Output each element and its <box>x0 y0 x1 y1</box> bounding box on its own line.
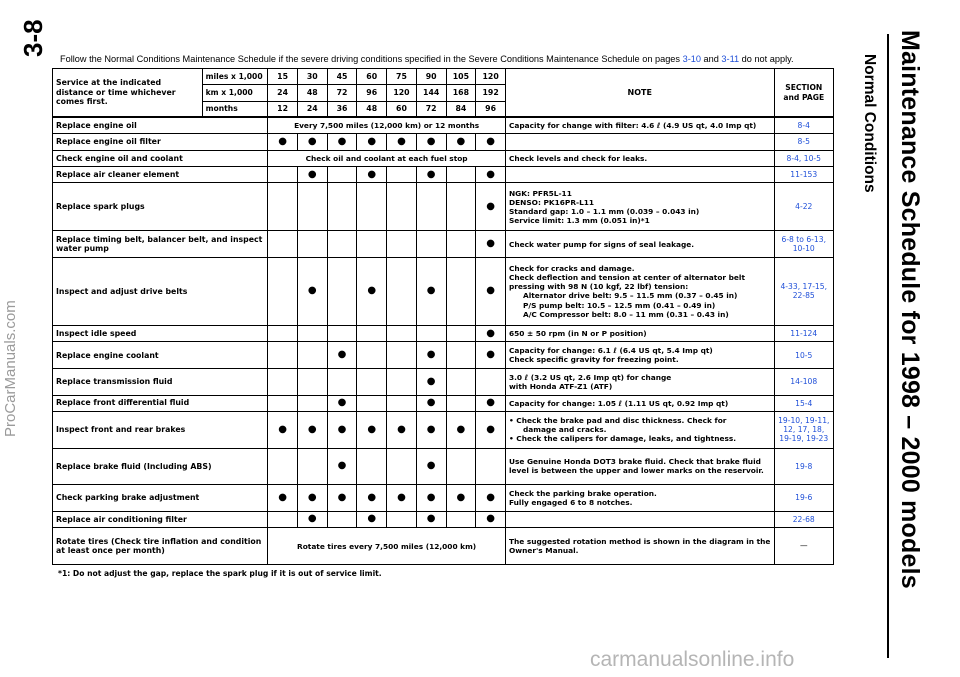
empty-cell <box>446 183 476 231</box>
side-subtitle: Normal Conditions <box>861 54 878 193</box>
months-cell: 12 <box>268 101 298 117</box>
table-row <box>53 150 834 166</box>
service-item: Replace spark plugs <box>53 183 268 231</box>
months-cell: 60 <box>387 101 417 117</box>
empty-cell <box>327 326 357 342</box>
black-dot-icon: ● <box>456 423 466 435</box>
miles-cell: 105 <box>446 69 476 85</box>
scheduled-dot <box>327 342 357 369</box>
black-dot-icon: ● <box>337 492 347 504</box>
note-line: NGK: PFR5L-11 <box>508 188 572 198</box>
black-dot-icon: ● <box>426 168 436 180</box>
section-page-link[interactable]: 14-108 <box>774 369 834 396</box>
empty-cell <box>327 183 357 231</box>
service-item: Replace air conditioning filter <box>53 511 268 527</box>
black-dot-icon: ● <box>278 492 287 504</box>
scheduled-dot <box>327 485 357 512</box>
black-dot-icon: ● <box>367 135 377 147</box>
scheduled-dot <box>268 134 298 150</box>
empty-cell <box>357 448 387 485</box>
empty-cell <box>387 511 417 527</box>
interval-span: Rotate tires every 7,500 miles (12,000 km) <box>268 528 506 565</box>
empty-cell <box>387 257 417 325</box>
note-cell <box>505 166 774 182</box>
section-page-link[interactable]: 11-124 <box>774 326 834 342</box>
scheduled-dot <box>297 485 327 512</box>
empty-cell <box>327 511 357 527</box>
black-dot-icon: ● <box>337 349 347 361</box>
empty-cell <box>387 395 417 411</box>
scheduled-dot <box>416 369 446 396</box>
scheduled-dot <box>387 411 417 448</box>
scheduled-dot <box>476 411 506 448</box>
months-cell: 24 <box>297 101 327 117</box>
black-dot-icon: ● <box>307 135 317 147</box>
table-row <box>53 485 834 512</box>
service-item: Inspect front and rear brakes <box>53 411 268 448</box>
table-row <box>53 528 834 565</box>
miles-cell: 45 <box>327 69 357 85</box>
note-line: • Check the calipers for damage, leaks, and tightness. <box>508 434 737 444</box>
page-link-3-10[interactable]: 3-10 <box>682 54 701 64</box>
black-dot-icon: ● <box>426 375 436 387</box>
black-dot-icon: ● <box>456 492 466 504</box>
empty-cell <box>387 369 417 396</box>
scheduled-dot <box>387 134 417 150</box>
empty-cell <box>297 342 327 369</box>
table-row <box>53 117 834 133</box>
note-line: Capacity for change with filter: 4.6 ℓ (4.9 US qt, 4.0 Imp qt) <box>508 121 757 131</box>
scheduled-dot <box>297 166 327 182</box>
scheduled-dot <box>357 257 387 325</box>
service-item: Inspect and adjust drive belts <box>53 257 268 325</box>
scheduled-dot <box>297 411 327 448</box>
black-dot-icon: ● <box>486 135 495 147</box>
intro-text <box>60 54 840 64</box>
note-line: Fully engaged 6 to 8 notches. <box>508 498 633 508</box>
section-page-link[interactable]: 8-4, 10-5 <box>774 150 834 166</box>
empty-cell <box>416 183 446 231</box>
black-dot-icon: ● <box>486 285 495 297</box>
black-dot-icon: ● <box>426 285 436 297</box>
empty-cell <box>297 395 327 411</box>
empty-cell <box>268 231 298 258</box>
black-dot-icon: ● <box>486 327 495 339</box>
note-cell <box>505 395 774 411</box>
note-line: P/S pump belt: 10.5 – 12.5 mm (0.41 – 0.49 in) <box>522 300 716 310</box>
table-row <box>53 395 834 411</box>
scheduled-dot <box>357 166 387 182</box>
black-dot-icon: ● <box>337 460 347 472</box>
black-dot-icon: ● <box>486 492 495 504</box>
km-cell: 144 <box>416 85 446 101</box>
black-dot-icon: ● <box>397 492 406 504</box>
note-line: Check the parking brake operation. <box>508 489 657 499</box>
black-dot-icon: ● <box>307 168 317 180</box>
service-item: Replace engine coolant <box>53 342 268 369</box>
months-cell: 96 <box>476 101 506 117</box>
empty-cell <box>297 326 327 342</box>
intro-mid: and <box>700 54 722 64</box>
unit-km: km x 1,000 <box>202 85 268 101</box>
maintenance-schedule-table <box>52 68 834 565</box>
table-row <box>53 134 834 150</box>
table-row <box>53 369 834 396</box>
empty-cell <box>268 511 298 527</box>
note-header: NOTE <box>505 69 774 118</box>
watermark-left: ProCarManuals.com <box>2 300 19 437</box>
black-dot-icon: ● <box>486 397 495 409</box>
note-cell <box>505 183 774 231</box>
service-item: Replace engine oil <box>53 117 268 133</box>
black-dot-icon: ● <box>397 135 406 147</box>
unit-months: months <box>202 101 268 117</box>
months-cell: 36 <box>327 101 357 117</box>
note-cell <box>505 369 774 396</box>
scheduled-dot <box>476 166 506 182</box>
scheduled-dot <box>416 395 446 411</box>
service-item: Check parking brake adjustment <box>53 485 268 512</box>
scheduled-dot <box>327 134 357 150</box>
km-cell: 96 <box>357 85 387 101</box>
section-page-link[interactable]: 6-8 to 6-13, 10-10 <box>774 231 834 258</box>
black-dot-icon: ● <box>486 168 495 180</box>
miles-cell: 30 <box>297 69 327 85</box>
service-item: Check engine oil and coolant <box>53 150 268 166</box>
km-cell: 48 <box>297 85 327 101</box>
table-row <box>53 511 834 527</box>
black-dot-icon: ● <box>367 513 377 525</box>
empty-cell <box>297 231 327 258</box>
section-page-link[interactable]: 19-10, 19-11, 12, 17, 18, 19-19, 19-23 <box>774 411 834 448</box>
empty-cell <box>357 231 387 258</box>
black-dot-icon: ● <box>426 423 436 435</box>
empty-cell <box>357 326 387 342</box>
months-cell: 72 <box>416 101 446 117</box>
scheduled-dot <box>416 511 446 527</box>
empty-cell <box>446 257 476 325</box>
km-cell: 168 <box>446 85 476 101</box>
scheduled-dot <box>357 411 387 448</box>
empty-cell <box>297 183 327 231</box>
black-dot-icon: ● <box>426 492 436 504</box>
empty-cell <box>446 231 476 258</box>
note-line: Check water pump for signs of seal leakage. <box>508 239 695 249</box>
miles-cell: 120 <box>476 69 506 85</box>
empty-cell <box>446 448 476 485</box>
empty-cell <box>387 326 417 342</box>
scheduled-dot <box>357 511 387 527</box>
empty-cell <box>268 257 298 325</box>
note-line: with Honda ATF-Z1 (ATF) <box>508 381 613 391</box>
scheduled-dot <box>297 134 327 150</box>
note-cell <box>505 411 774 448</box>
black-dot-icon: ● <box>307 513 317 525</box>
note-line: Check levels and check for leaks. <box>508 153 648 163</box>
scheduled-dot <box>416 448 446 485</box>
black-dot-icon: ● <box>426 513 436 525</box>
scheduled-dot <box>327 395 357 411</box>
section-page-link[interactable]: 19-8 <box>774 448 834 485</box>
scheduled-dot <box>476 183 506 231</box>
note-line: Alternator drive belt: 9.5 – 11.5 mm (0.37 – 0.45 in) <box>522 291 738 301</box>
empty-cell <box>268 342 298 369</box>
empty-cell <box>416 326 446 342</box>
black-dot-icon: ● <box>307 285 317 297</box>
note-line: A/C Compressor belt: 8.0 – 11 mm (0.31 – 0.43 in) <box>522 309 729 319</box>
empty-cell <box>268 448 298 485</box>
section-page-link[interactable]: 10-5 <box>774 342 834 369</box>
unit-miles: miles x 1,000 <box>202 69 268 85</box>
black-dot-icon: ● <box>278 135 287 147</box>
black-dot-icon: ● <box>367 285 377 297</box>
scheduled-dot <box>416 342 446 369</box>
service-item: Replace timing belt, balancer belt, and inspect water pump <box>53 231 268 258</box>
table-row <box>53 448 834 485</box>
black-dot-icon: ● <box>278 423 287 435</box>
empty-cell <box>387 448 417 485</box>
section-page-link[interactable]: 4-33, 17-15, 22-85 <box>774 257 834 325</box>
months-cell: 84 <box>446 101 476 117</box>
empty-cell <box>387 342 417 369</box>
black-dot-icon: ● <box>337 135 347 147</box>
note-line: Check specific gravity for freezing point. <box>508 355 679 365</box>
empty-cell <box>357 395 387 411</box>
empty-cell <box>446 166 476 182</box>
section-page-link[interactable]: 15-4 <box>774 395 834 411</box>
black-dot-icon: ● <box>337 397 347 409</box>
note-cell <box>505 326 774 342</box>
scheduled-dot <box>268 485 298 512</box>
section-page-link[interactable]: 11-153 <box>774 166 834 182</box>
section-page-link[interactable]: 4-22 <box>774 183 834 231</box>
empty-cell <box>327 369 357 396</box>
side-divider <box>887 34 889 658</box>
black-dot-icon: ● <box>486 237 495 249</box>
note-line: damage and cracks. <box>522 425 607 435</box>
empty-cell <box>446 511 476 527</box>
table-row <box>53 257 834 325</box>
service-header: Service at the indicated distance or time whichever comes first. <box>53 69 203 118</box>
scheduled-dot <box>476 395 506 411</box>
scheduled-dot <box>476 134 506 150</box>
watermark-bottom: carmanualsonline.info <box>590 648 795 671</box>
note-line: Check deflection and tension at center of alternator belt pressing with 98 N (10 kgf, 22 lbf) tension: <box>508 273 745 292</box>
scheduled-dot <box>476 257 506 325</box>
note-line: Standard gap: 1.0 – 1.1 mm (0.039 – 0.043 in) <box>508 206 700 216</box>
empty-cell <box>268 183 298 231</box>
black-dot-icon: ● <box>367 423 377 435</box>
black-dot-icon: ● <box>307 423 317 435</box>
table-row <box>53 326 834 342</box>
note-line: Use Genuine Honda DOT3 brake fluid. Check that brake fluid level is between the upper and lower marks on the reservoir. <box>508 457 764 476</box>
note-cell <box>505 528 774 565</box>
table-row <box>53 166 834 182</box>
scheduled-dot <box>416 166 446 182</box>
empty-cell <box>268 166 298 182</box>
empty-cell <box>446 326 476 342</box>
months-cell: 48 <box>357 101 387 117</box>
scheduled-dot <box>476 485 506 512</box>
black-dot-icon: ● <box>426 135 436 147</box>
scheduled-dot <box>476 511 506 527</box>
note-line: Capacity for change: 1.05 ℓ (1.11 US qt, 0.92 Imp qt) <box>508 398 729 408</box>
scheduled-dot <box>416 411 446 448</box>
scheduled-dot <box>476 326 506 342</box>
note-line: DENSO: PK16PR-L11 <box>508 197 595 207</box>
empty-cell <box>416 231 446 258</box>
scheduled-dot <box>327 411 357 448</box>
empty-cell <box>387 231 417 258</box>
scheduled-dot <box>416 485 446 512</box>
page-number: 3-8 <box>18 19 48 57</box>
black-dot-icon: ● <box>486 423 495 435</box>
black-dot-icon: ● <box>486 513 495 525</box>
scheduled-dot <box>357 134 387 150</box>
empty-cell <box>268 326 298 342</box>
scheduled-dot <box>297 257 327 325</box>
table-row <box>53 411 834 448</box>
footnote: *1: Do not adjust the gap, replace the spark plug if it is out of service limit. <box>58 569 382 578</box>
black-dot-icon: ● <box>426 397 436 409</box>
note-cell <box>505 117 774 133</box>
black-dot-icon: ● <box>337 423 347 435</box>
intro-after: do not apply. <box>739 54 794 64</box>
miles-cell: 90 <box>416 69 446 85</box>
service-item: Replace air cleaner element <box>53 166 268 182</box>
scheduled-dot <box>446 485 476 512</box>
km-cell: 24 <box>268 85 298 101</box>
table-row <box>53 231 834 258</box>
empty-cell <box>268 395 298 411</box>
service-item: Replace brake fluid (Including ABS) <box>53 448 268 485</box>
empty-cell <box>446 369 476 396</box>
empty-cell <box>327 231 357 258</box>
note-cell <box>505 150 774 166</box>
section-page-link[interactable]: 19-6 <box>774 485 834 512</box>
note-cell <box>505 485 774 512</box>
side-title: Maintenance Schedule for 1998 – 2000 models <box>896 30 924 589</box>
scheduled-dot <box>268 411 298 448</box>
note-line: • Check the brake pad and disc thickness. Check for <box>508 416 727 426</box>
scheduled-dot <box>327 448 357 485</box>
scheduled-dot <box>416 257 446 325</box>
empty-cell <box>327 166 357 182</box>
empty-cell <box>446 342 476 369</box>
section-page-link[interactable]: 8-4 <box>774 117 834 133</box>
empty-cell <box>476 448 506 485</box>
note-cell <box>505 134 774 150</box>
km-cell: 72 <box>327 85 357 101</box>
empty-cell <box>297 448 327 485</box>
empty-cell <box>476 369 506 396</box>
note-line: 650 ± 50 rpm (in N or P position) <box>508 329 647 339</box>
empty-cell <box>327 257 357 325</box>
scheduled-dot <box>446 411 476 448</box>
interval-span: Check oil and coolant at each fuel stop <box>268 150 506 166</box>
miles-cell: 15 <box>268 69 298 85</box>
table-row <box>53 183 834 231</box>
empty-cell <box>446 395 476 411</box>
scheduled-dot <box>387 485 417 512</box>
scheduled-dot <box>446 134 476 150</box>
scheduled-dot <box>297 511 327 527</box>
note-line: Service limit: 1.3 mm (0.051 in)*1 <box>508 215 650 225</box>
empty-cell <box>268 369 298 396</box>
note-cell <box>505 511 774 527</box>
black-dot-icon: ● <box>367 168 377 180</box>
scheduled-dot <box>416 134 446 150</box>
black-dot-icon: ● <box>367 492 377 504</box>
black-dot-icon: ● <box>397 423 406 435</box>
black-dot-icon: ● <box>426 349 436 361</box>
note-line: Capacity for change: 6.1 ℓ (6.4 US qt, 5.4 Imp qt) <box>508 346 713 356</box>
table-row <box>53 342 834 369</box>
empty-cell <box>297 369 327 396</box>
black-dot-icon: ● <box>307 492 317 504</box>
section-page-link: — <box>774 528 834 565</box>
note-line: 3.0 ℓ (3.2 US qt, 2.6 Imp qt) for change <box>508 372 672 382</box>
note-line: Check for cracks and damage. <box>508 264 635 274</box>
miles-cell: 75 <box>387 69 417 85</box>
scheduled-dot <box>476 231 506 258</box>
empty-cell <box>357 342 387 369</box>
note-cell <box>505 342 774 369</box>
service-item: Replace transmission fluid <box>53 369 268 396</box>
km-cell: 120 <box>387 85 417 101</box>
interval-span: Every 7,500 miles (12,000 km) or 12 months <box>268 117 506 133</box>
section-header: SECTION and PAGE <box>774 69 834 118</box>
service-item: Replace engine oil filter <box>53 134 268 150</box>
black-dot-icon: ● <box>486 349 495 361</box>
note-line: The suggested rotation method is shown in the diagram in the Owner's Manual. <box>508 537 771 556</box>
empty-cell <box>387 166 417 182</box>
note-cell <box>505 231 774 258</box>
scheduled-dot <box>476 342 506 369</box>
scheduled-dot <box>357 485 387 512</box>
page-link-3-11[interactable]: 3-11 <box>721 54 740 64</box>
km-cell: 192 <box>476 85 506 101</box>
empty-cell <box>387 183 417 231</box>
black-dot-icon: ● <box>426 460 436 472</box>
intro-before: Follow the Normal Conditions Maintenance Schedule if the severe driving conditions specified in the Severe Conditions Maintenance Schedule on pages <box>60 54 683 64</box>
empty-cell <box>357 183 387 231</box>
empty-cell <box>357 369 387 396</box>
miles-cell: 60 <box>357 69 387 85</box>
service-item: Rotate tires (Check tire inflation and condition at least once per month) <box>53 528 268 565</box>
section-page-link[interactable]: 8-5 <box>774 134 834 150</box>
black-dot-icon: ● <box>456 135 466 147</box>
section-page-link[interactable]: 22-68 <box>774 511 834 527</box>
note-cell <box>505 448 774 485</box>
black-dot-icon: ● <box>486 200 495 212</box>
service-item: Replace front differential fluid <box>53 395 268 411</box>
note-cell <box>505 257 774 325</box>
service-item: Inspect idle speed <box>53 326 268 342</box>
